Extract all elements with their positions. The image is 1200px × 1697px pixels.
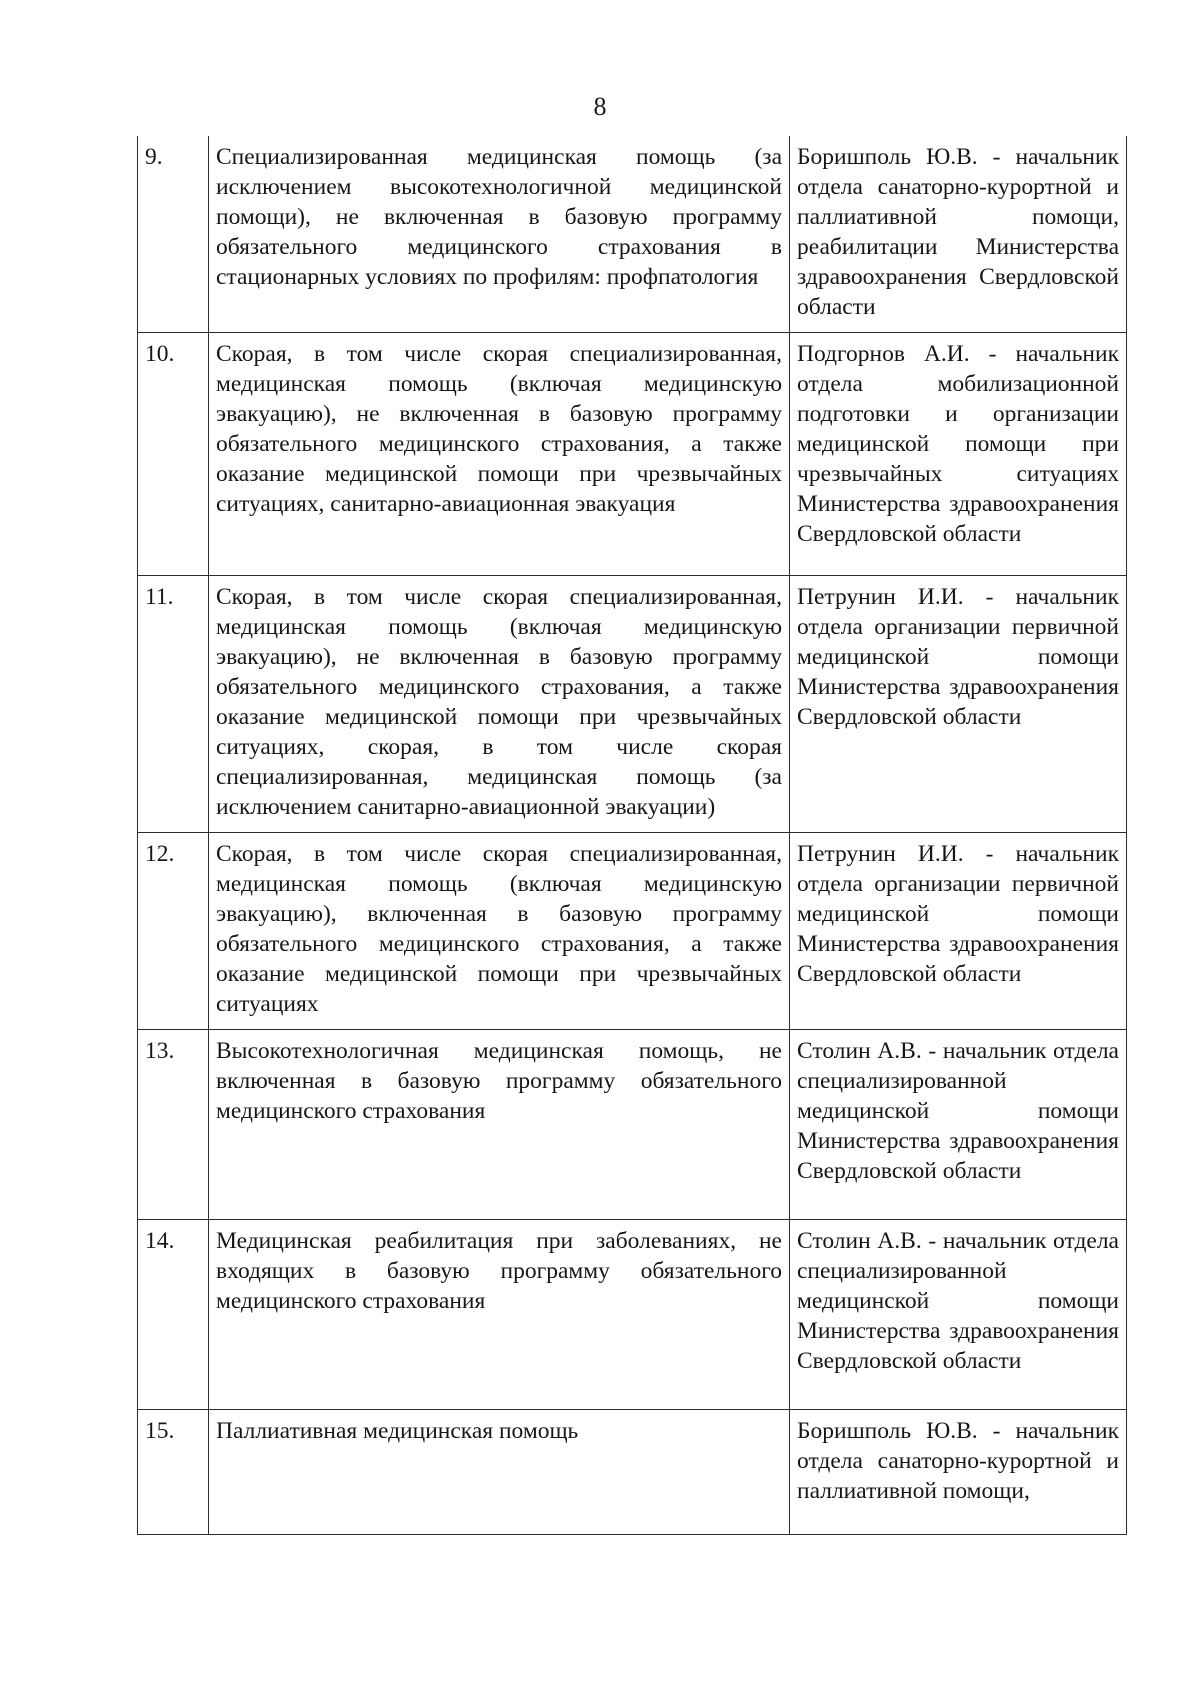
care-type-description: Скорая, в том числе скорая специализированная, медицинская помощь (включая медицинскую эвакуацию), не включенная в базовую программу обязательного медицинского страхования, а также оказание медицинской помощи при чрезвычайных ситуациях, скорая, в том числе скорая специализированная, медицинская помощь (за исключением санитарно-авиационной эвакуации)	[209, 576, 790, 833]
care-type-description: Скорая, в том числе скорая специализированная, медицинская помощь (включая медицинскую эвакуацию), не включенная в базовую программу обязательного медицинского страхования, а также оказание медицинской помощи при чрезвычайных ситуациях, санитарно-авиационная эвакуация	[209, 333, 790, 576]
row-number: 12.	[138, 833, 209, 1030]
row-number: 10.	[138, 333, 209, 576]
responsible-person: Подгорнов А.И. - начальник отдела мобилизационной подготовки и организации медицинской помощи при чрезвычайных ситуациях Министерства здравоохранения Свердловской области	[790, 333, 1127, 576]
row-number: 9.	[138, 136, 209, 333]
care-type-description: Специализированная медицинская помощь (за исключением высокотехнологичной медицинской помощи), не включенная в базовую программу обязательного медицинского страхования в стационарных условиях по профилям: профпатология	[209, 136, 790, 333]
care-type-description: Высокотехнологичная медицинская помощь, не включенная в базовую программу обязательного медицинского страхования	[209, 1030, 790, 1220]
table-row	[138, 333, 1127, 576]
care-type-description: Паллиативная медицинская помощь	[209, 1410, 790, 1535]
row-number: 15.	[138, 1410, 209, 1535]
table-row	[138, 1220, 1127, 1410]
table-row	[138, 576, 1127, 833]
care-type-description: Скорая, в том числе скорая специализированная, медицинская помощь (включая медицинскую эвакуацию), включенная в базовую программу обязательного медицинского страхования, а также оказание медицинской помощи при чрезвычайных ситуациях	[209, 833, 790, 1030]
row-number: 14.	[138, 1220, 209, 1410]
responsible-person: Петрунин И.И. - начальник отдела организации первичной медицинской помощи Министерства здравоохранения Свердловской области	[790, 833, 1127, 1030]
table-row	[138, 1410, 1127, 1535]
responsible-person: Боришполь Ю.В. - начальник отдела санаторно-курортной и паллиативной помощи,	[790, 1410, 1127, 1535]
row-number: 13.	[138, 1030, 209, 1220]
table-row	[138, 136, 1127, 333]
table-row	[138, 1030, 1127, 1220]
table-row	[138, 833, 1127, 1030]
responsible-person: Столин А.В. - начальник отдела специализированной медицинской помощи Министерства здравоохранения Свердловской области	[790, 1030, 1127, 1220]
responsible-person: Боришполь Ю.В. - начальник отдела санаторно-курортной и паллиативной помощи, реабилитации Министерства здравоохранения Свердловской области	[790, 136, 1127, 333]
responsibility-table	[137, 136, 1127, 1535]
responsible-person: Столин А.В. - начальник отдела специализированной медицинской помощи Министерства здравоохранения Свердловской области	[790, 1220, 1127, 1410]
responsibility-table-container	[137, 136, 1127, 1535]
responsible-person: Петрунин И.И. - начальник отдела организации первичной медицинской помощи Министерства здравоохранения Свердловской области	[790, 576, 1127, 833]
row-number: 11.	[138, 576, 209, 833]
care-type-description: Медицинская реабилитация при заболеваниях, не входящих в базовую программу обязательного медицинского страхования	[209, 1220, 790, 1410]
page-number: 8	[593, 92, 607, 121]
